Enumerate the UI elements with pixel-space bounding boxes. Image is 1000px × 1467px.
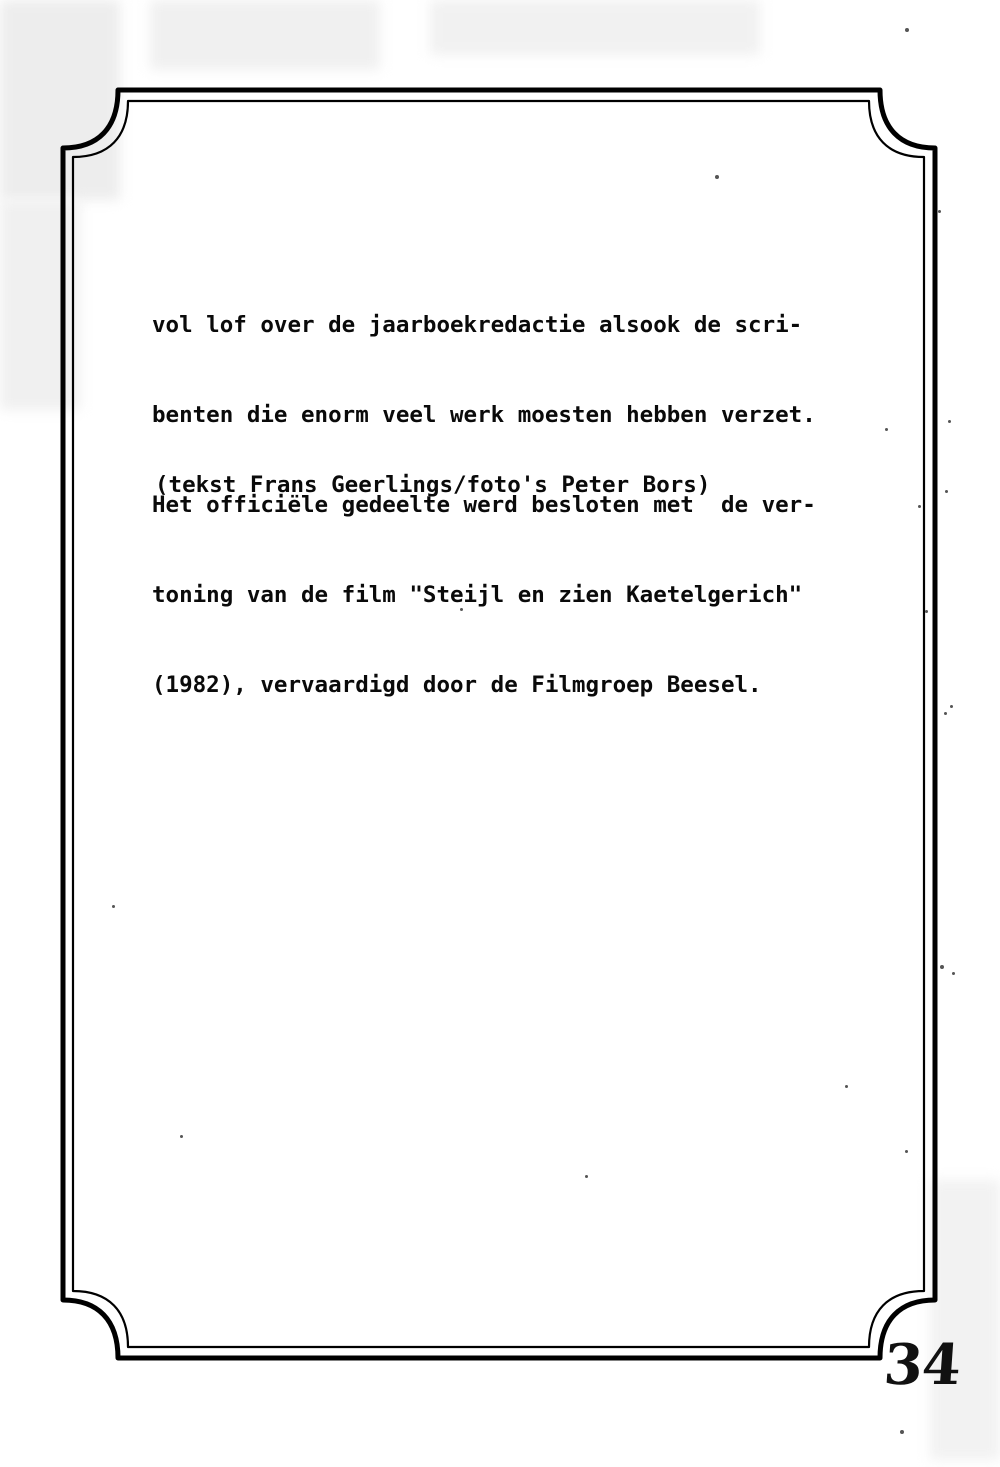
scan-speck <box>945 490 948 493</box>
scan-speck <box>585 1175 588 1178</box>
scan-speck <box>918 505 921 508</box>
scan-speck <box>715 175 719 179</box>
scan-speck <box>900 1430 904 1434</box>
scan-speck <box>940 965 944 969</box>
scan-speck <box>944 712 947 715</box>
page-number: 34 <box>881 1332 963 1398</box>
scan-speck <box>938 210 941 213</box>
body-text-block <box>152 250 892 760</box>
body-line: benten die enorm veel werk moesten hebben verzet. <box>152 402 816 428</box>
scan-speck <box>948 420 951 423</box>
scan-smudge <box>0 0 120 200</box>
body-line: (1982), vervaardigd door de Filmgroep Beesel. <box>152 672 762 698</box>
body-line: Het officiële gedeelte werd besloten met de ver- <box>152 492 816 518</box>
scan-speck <box>180 1135 183 1138</box>
scan-smudge <box>0 200 80 410</box>
body-paragraph <box>152 250 892 760</box>
scan-speck <box>845 1085 848 1088</box>
body-line: vol lof over de jaarboekredactie alsook de scri- <box>152 312 803 338</box>
scan-speck <box>905 1150 908 1153</box>
scan-speck <box>112 905 115 908</box>
scan-speck <box>950 705 953 708</box>
scan-smudge <box>930 1180 1000 1460</box>
credit-line: (tekst Frans Geerlings/foto's Peter Bors) <box>155 472 711 498</box>
body-line: toning van de film "Steijl en zien Kaetelgerich" <box>152 582 803 608</box>
scan-speck <box>925 610 928 613</box>
scan-smudge <box>150 0 380 70</box>
scan-speck <box>905 28 909 32</box>
scan-speck <box>952 972 955 975</box>
scan-smudge <box>430 0 760 55</box>
